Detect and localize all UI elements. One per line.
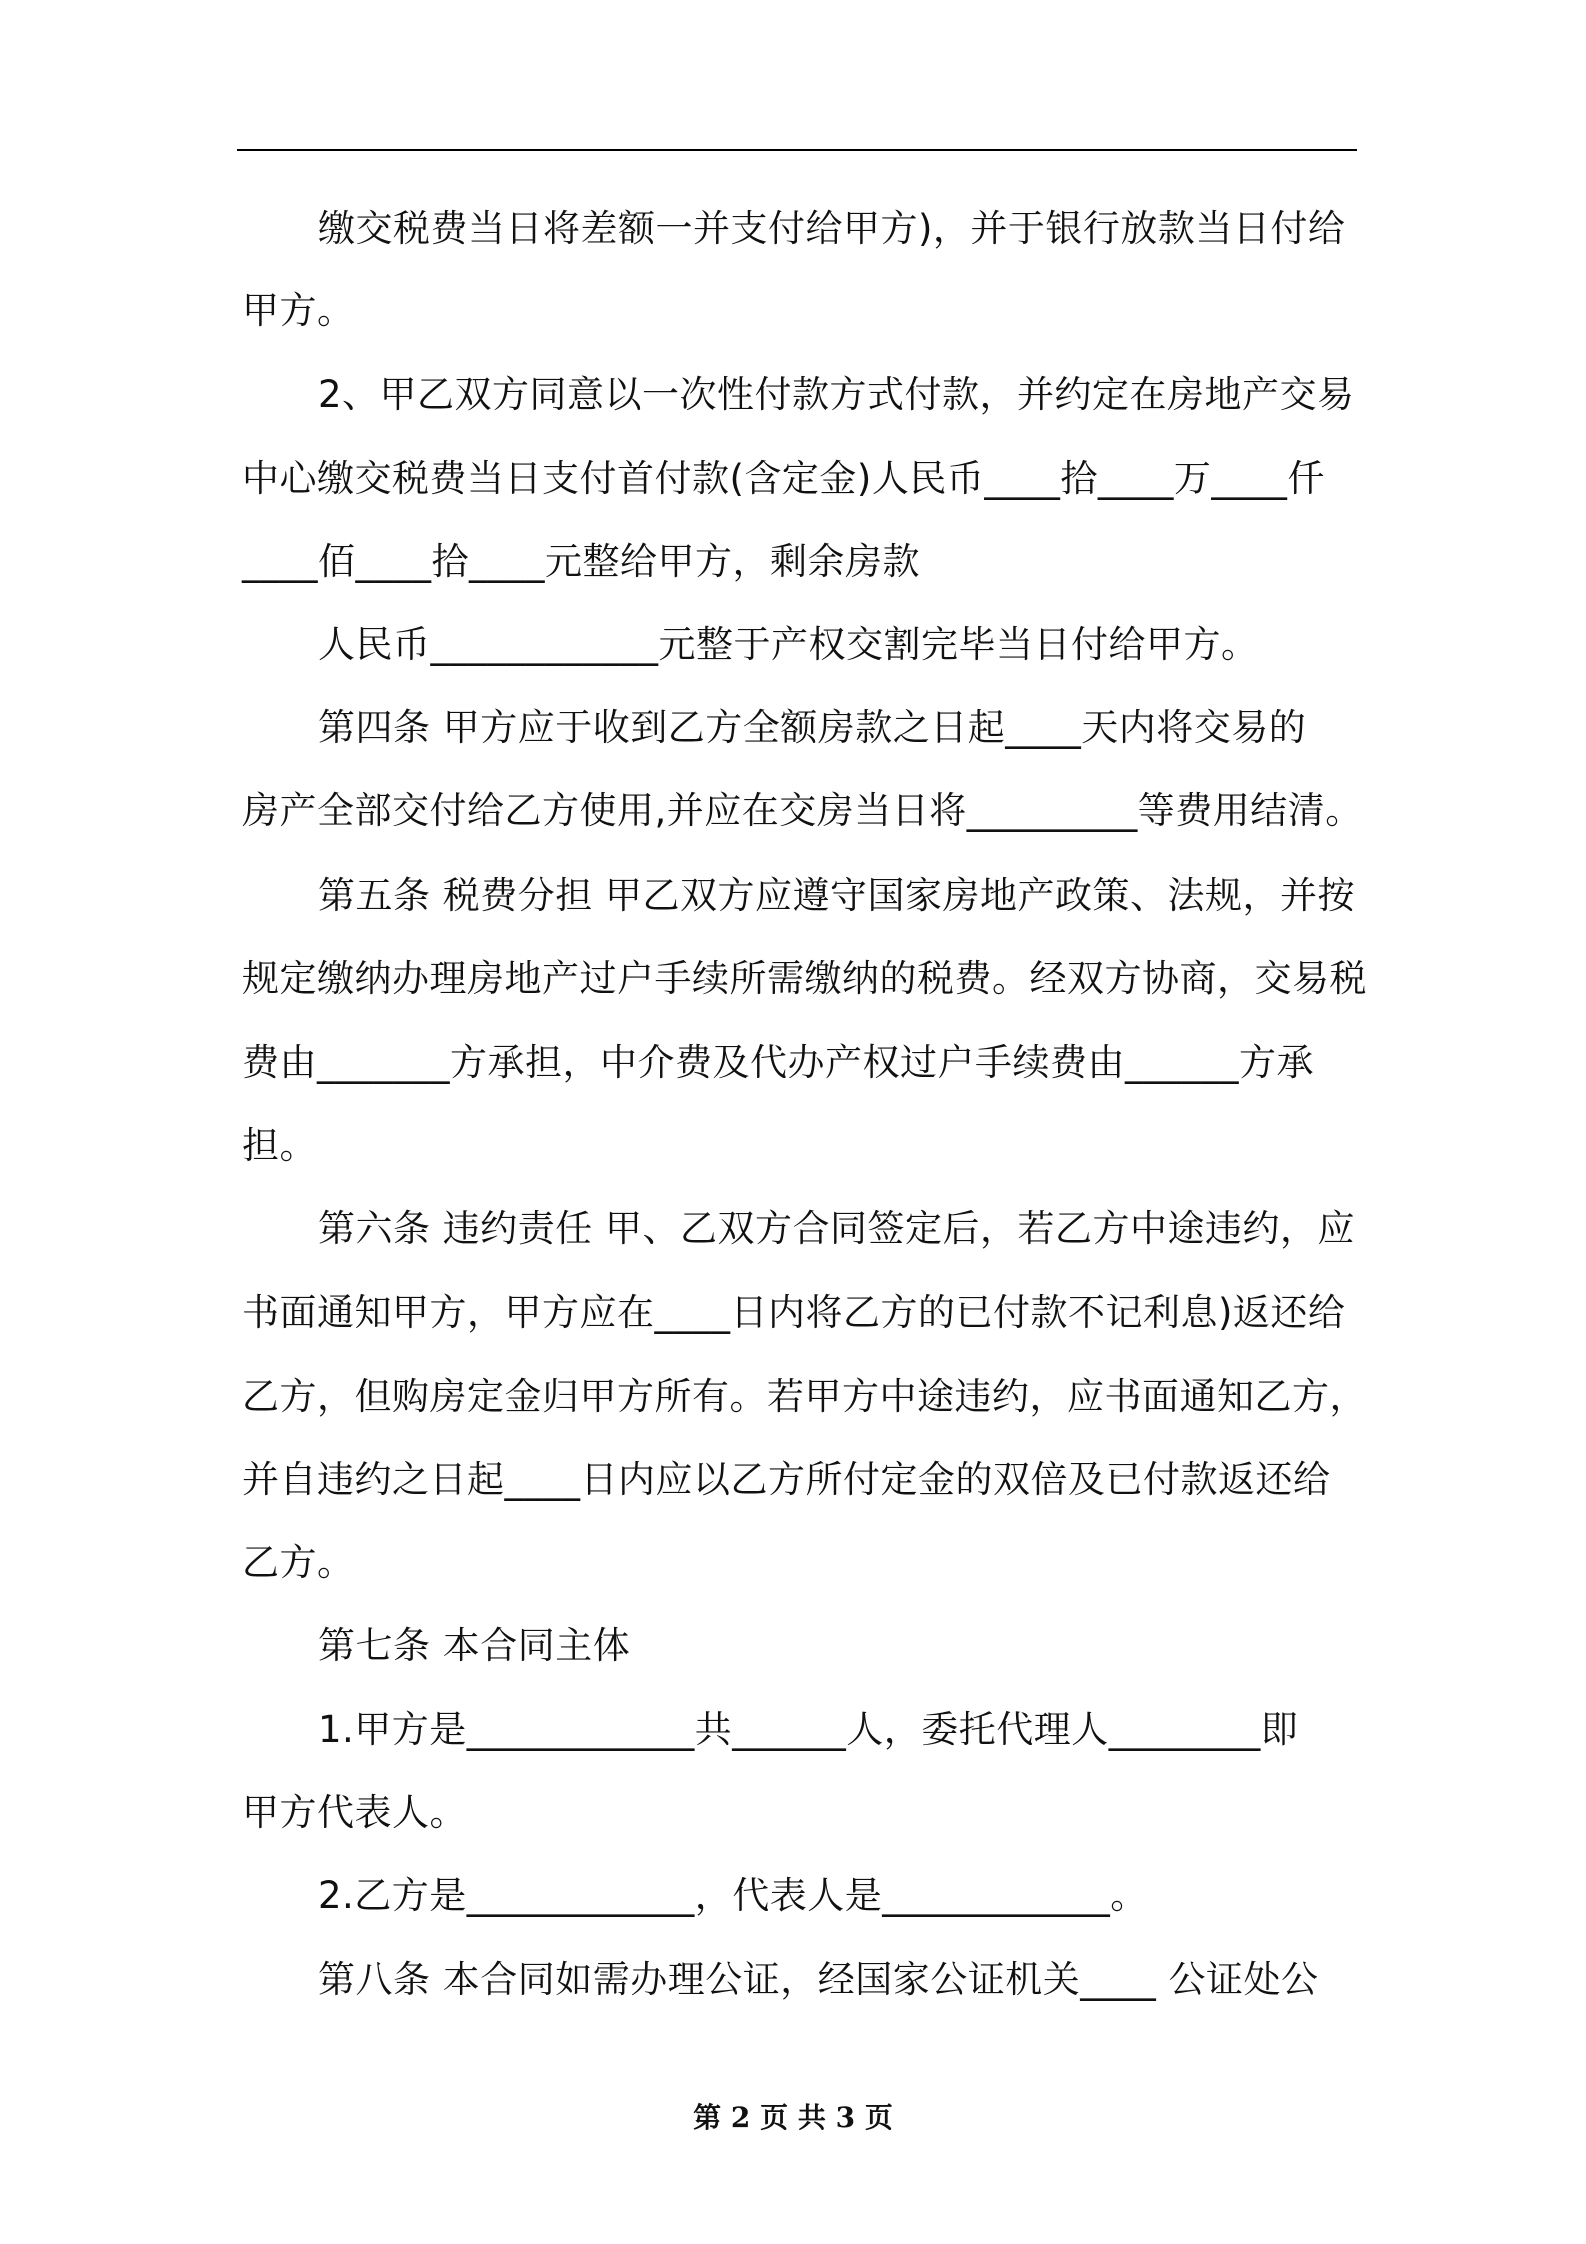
text-line: 费由_______方承担，中介费及代办产权过户手续费由______方承 <box>242 1041 1314 1084</box>
text-line: 2、甲乙双方同意以一次性付款方式付款，并约定在房地产交易 <box>318 373 1355 416</box>
text-line: 第七条 本合同主体 <box>318 1624 631 1667</box>
text-line: 甲方。 <box>242 289 355 332</box>
text-line: 第五条 税费分担 甲乙双方应遵守国家房地产政策、法规，并按 <box>318 874 1356 917</box>
text-line: 甲方代表人。 <box>242 1791 467 1834</box>
text-line: ____佰____拾____元整给甲方，剩余房款 <box>242 540 920 583</box>
text-line: 规定缴纳办理房地产过户手续所需缴纳的税费。经双方协商，交易税 <box>242 957 1367 1000</box>
text-line: 中心缴交税费当日支付首付款(含定金)人民币____拾____万____仟 <box>242 457 1325 500</box>
text-line: 2.乙方是____________，代表人是____________。 <box>318 1874 1148 1917</box>
text-line: 书面通知甲方，甲方应在____日内将乙方的已付款不记利息)返还给 <box>242 1291 1346 1334</box>
text-line: 第四条 甲方应于收到乙方全额房款之日起____天内将交易的 <box>318 706 1307 749</box>
text-line: 并自违约之日起____日内应以乙方所付定金的双倍及已付款返还给 <box>242 1458 1331 1501</box>
text-line: 人民币____________元整于产权交割完毕当日付给甲方。 <box>318 623 1259 666</box>
text-line: 乙方。 <box>242 1541 355 1584</box>
text-line: 1.甲方是____________共______人，委托代理人________即 <box>318 1708 1299 1751</box>
page-number-footer: 第 2 页 共 3 页 <box>693 2101 893 2134</box>
text-line: 第八条 本合同如需办理公证，经国家公证机关____ 公证处公 <box>318 1958 1319 2001</box>
header-rule <box>237 149 1357 151</box>
text-line: 缴交税费当日将差额一并支付给甲方)，并于银行放款当日付给 <box>318 207 1346 250</box>
text-line: 第六条 违约责任 甲、乙双方合同签定后，若乙方中途违约，应 <box>318 1207 1356 1250</box>
text-line: 房产全部交付给乙方使用,并应在交房当日将_________等费用结清。 <box>242 789 1363 832</box>
text-line: 乙方，但购房定金归甲方所有。若甲方中途违约，应书面通知乙方， <box>242 1375 1367 1418</box>
text-line: 担。 <box>242 1124 317 1167</box>
